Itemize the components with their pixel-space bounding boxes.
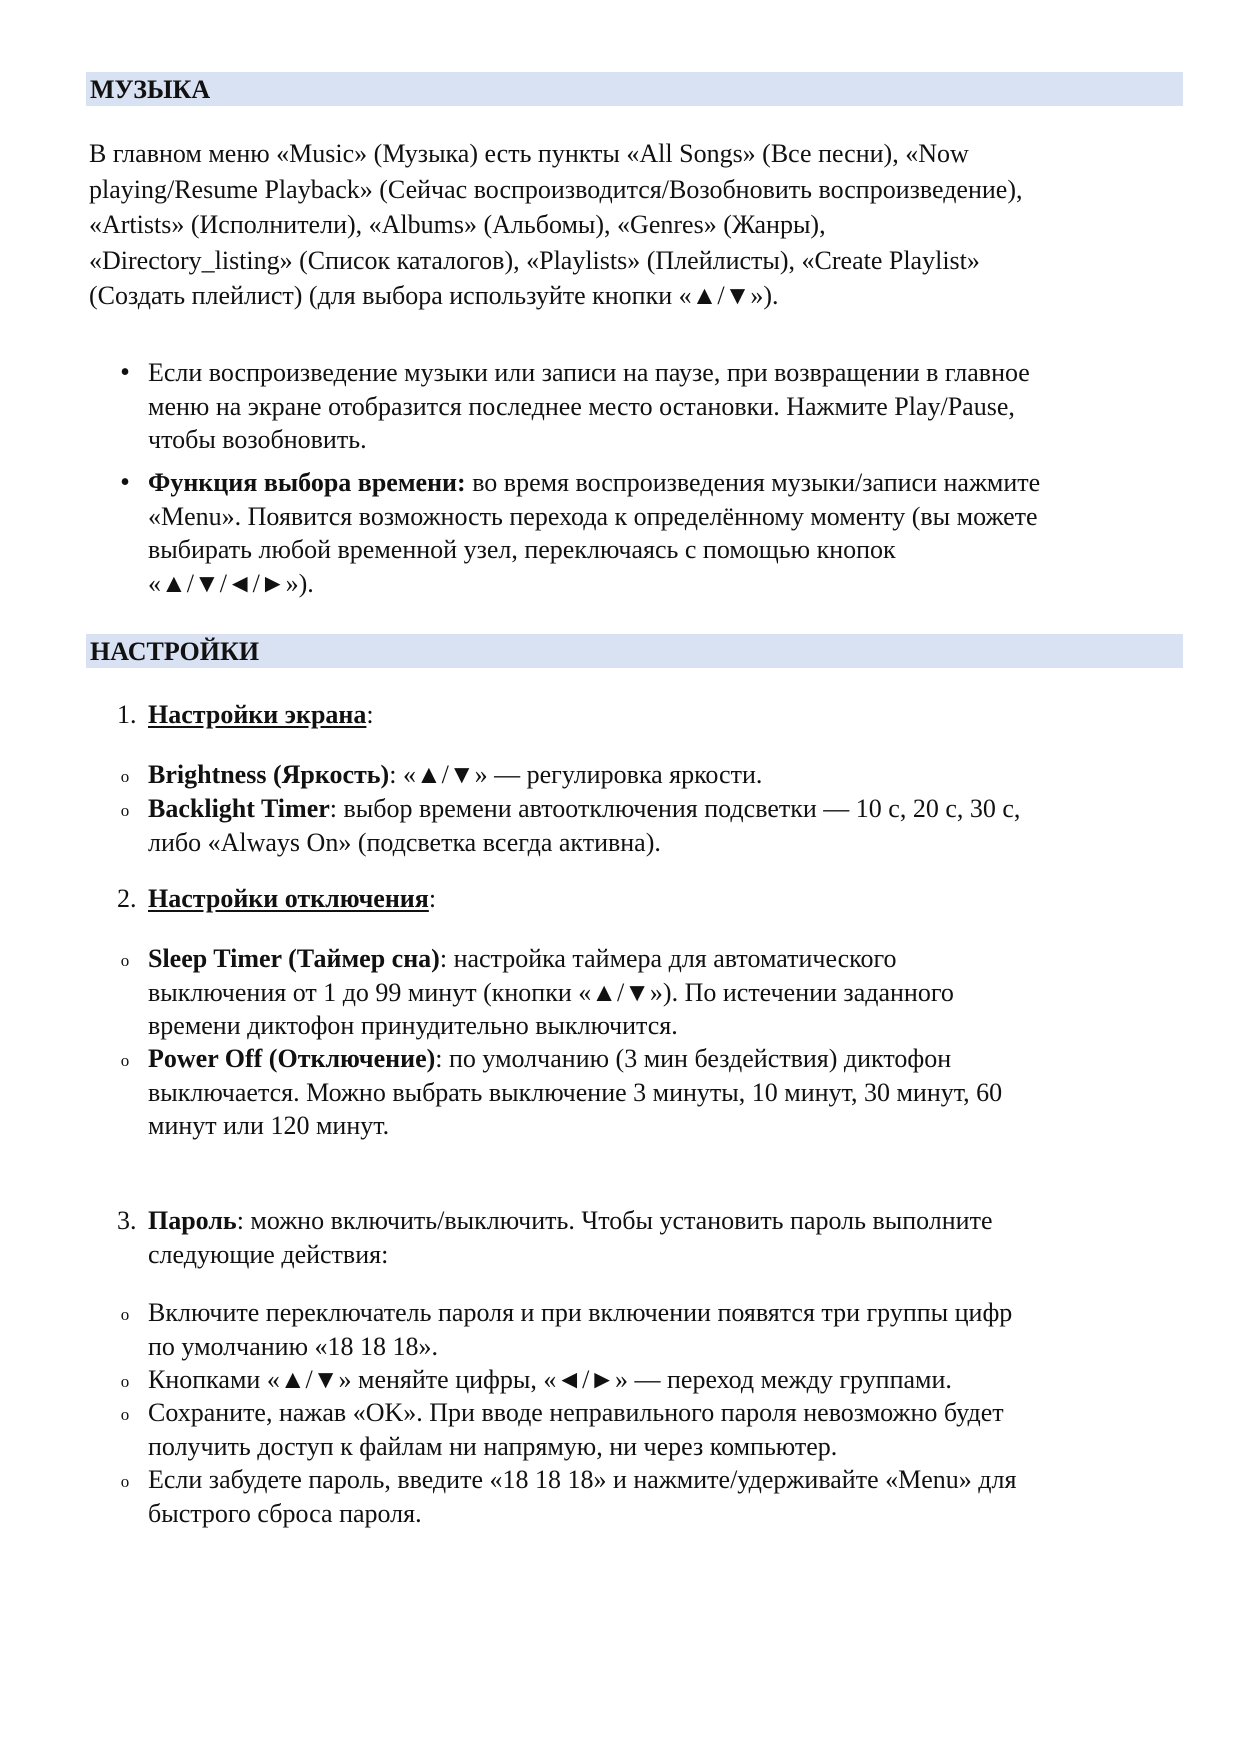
intro-line: playing/Resume Playback» (Сейчас воспроизводится/Возобновить воспроизведение),	[89, 174, 1023, 204]
circle-bullet: o	[120, 767, 130, 786]
step-line: быстрого сброса пароля.	[148, 1498, 422, 1528]
section-title: Настройки отключения	[148, 884, 429, 913]
intro-line: (Создать плейлист) (для выбора используйте кнопки «▲/▼»).	[89, 281, 779, 310]
circle-bullet: o	[120, 1472, 130, 1491]
option-name: Backlight Timer	[148, 794, 330, 823]
colon: :	[366, 700, 374, 729]
bullet-dot: •	[120, 467, 130, 498]
bullet-line: чтобы возобновить.	[148, 425, 367, 454]
step-line: по умолчанию «18 18 18».	[148, 1331, 439, 1361]
screen-settings-title	[117, 698, 1188, 732]
power-off-item	[120, 1042, 1188, 1143]
bullet-dot: •	[120, 357, 130, 388]
backlight-item	[120, 792, 1188, 859]
option-text: : по умолчанию (3 мин бездействия) диктофон	[435, 1044, 952, 1073]
shutdown-settings-title	[117, 882, 1188, 916]
password-step	[120, 1363, 1188, 1397]
bullet-line: «▲/▼/◄/►»).	[148, 568, 314, 598]
password-step	[120, 1463, 1188, 1530]
bullet-text: во время воспроизведения музыки/записи нажмите	[465, 468, 1041, 497]
step-line: Сохраните, нажав «OK». При вводе неправильного пароля невозможно будет	[148, 1398, 1004, 1427]
option-text: : настройка таймера для автоматического	[439, 944, 897, 973]
circle-bullet: o	[120, 1051, 130, 1070]
sleep-timer-item	[120, 942, 1188, 1043]
circle-bullet: o	[120, 951, 130, 970]
intro-line: В главном меню «Music» (Музыка) есть пункты «All Songs» (Все песни), «Now	[89, 139, 969, 168]
option-line: выключается. Можно выбрать выключение 3 минуты, 10 минут, 30 минут, 60	[148, 1077, 1003, 1107]
bullet-line: «Menu». Появится возможность перехода к определённому моменту (вы можете	[148, 501, 1038, 531]
step-line: Если забудете пароль, введите «18 18 18» и нажмите/удерживайте «Menu» для	[148, 1465, 1017, 1494]
feature-title: Функция выбора времени:	[148, 468, 466, 497]
music-heading: МУЗЫКА	[86, 72, 1183, 106]
option-text: : можно включить/выключить. Чтобы установить пароль выполните	[236, 1206, 993, 1235]
option-line: времени диктофон принудительно выключится.	[148, 1011, 678, 1040]
password-step	[120, 1296, 1188, 1363]
bullet-line	[148, 466, 1188, 500]
list-number: 3.	[117, 1206, 137, 1235]
option-name: Power Off (Отключение)	[148, 1044, 436, 1073]
section-title: Пароль	[148, 1206, 237, 1235]
password-settings	[117, 1204, 1188, 1271]
section-title: Настройки экрана	[148, 700, 367, 729]
password-step	[120, 1396, 1188, 1463]
option-line: следующие действия:	[148, 1239, 389, 1269]
intro-line: «Artists» (Исполнители), «Albums» (Альбомы), «Genres» (Жанры),	[89, 210, 826, 239]
settings-heading: НАСТРОЙКИ	[86, 634, 1183, 668]
circle-bullet: o	[120, 1305, 130, 1324]
step-line: получить доступ к файлам ни напрямую, ни через компьютер.	[148, 1431, 838, 1461]
bullet-line: выбирать любой временной узел, переключаясь с помощью кнопок	[148, 535, 896, 564]
intro-line: «Directory_listing» (Список каталогов), «Playlists» (Плейлисты), «Create Playlist»	[89, 245, 980, 275]
music-bullet-pause	[120, 356, 1188, 457]
list-number: 1.	[117, 700, 137, 729]
option-text: : выбор времени автоотключения подсветки — 10 с, 20 с, 30 с,	[329, 794, 1021, 823]
option-line: выключения от 1 до 99 минут (кнопки «▲/▼»). По истечении заданного	[148, 977, 954, 1007]
circle-bullet: o	[120, 1372, 130, 1391]
list-number: 2.	[117, 884, 137, 913]
brightness-item	[120, 758, 1188, 792]
option-name: Brightness (Яркость)	[148, 760, 390, 789]
option-line: либо «Always On» (подсветка всегда активна).	[148, 827, 661, 857]
option-line: минут или 120 минут.	[148, 1111, 390, 1140]
circle-bullet: o	[120, 1405, 130, 1424]
step-line: Кнопками «▲/▼» меняйте цифры, «◄/►» — переход между группами.	[148, 1365, 952, 1394]
option-name: Sleep Timer (Таймер сна)	[148, 944, 440, 973]
bullet-line: меню на экране отобразится последнее место остановки. Нажмите Play/Pause,	[148, 391, 1015, 421]
colon: :	[428, 884, 437, 913]
circle-bullet: o	[120, 801, 130, 820]
step-line: Включите переключатель пароля и при включении появятся три группы цифр	[148, 1298, 1013, 1327]
music-bullet-time-select	[120, 466, 1188, 600]
bullet-line: Если воспроизведение музыки или записи на паузе, при возвращении в главное	[148, 358, 1030, 387]
option-text: : «▲/▼» — регулировка яркости.	[389, 760, 763, 789]
music-intro	[89, 136, 1184, 314]
